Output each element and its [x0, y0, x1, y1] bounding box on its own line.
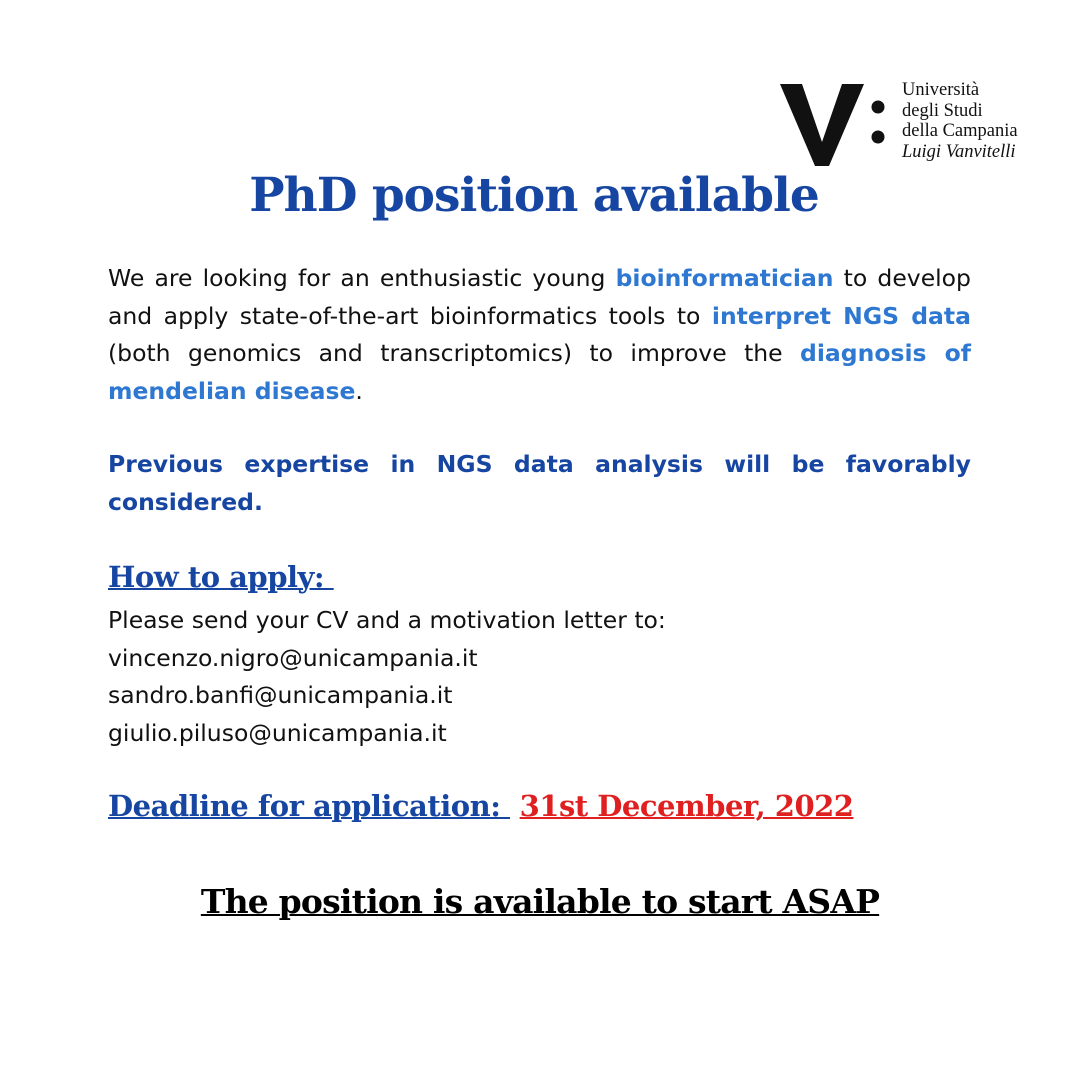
closing-statement: The position is available to start ASAP: [200, 882, 880, 921]
email-address[interactable]: vincenzo.nigro@unicampania.it: [108, 643, 478, 672]
intro-text: to develop and apply state-of-the-art bioinformatics tools to: [108, 264, 971, 330]
intro-text: .: [355, 376, 363, 405]
contact-block: [108, 602, 666, 752]
intro-paragraph: [108, 260, 971, 410]
email-address[interactable]: sandro.banfi@unicampania.it: [108, 681, 453, 709]
deadline-label: Deadline for application:: [108, 789, 510, 823]
apply-instruction: Please send your CV and a motivation letter to:: [108, 606, 666, 634]
expertise-paragraph: Previous expertise in NGS data analysis will be favorably considered.: [108, 450, 971, 516]
highlight-bioinformatician: bioinformatician: [615, 264, 834, 292]
logo-line: Università: [902, 80, 980, 100]
email-address[interactable]: giulio.piluso@unicampania.it: [108, 718, 447, 747]
logo-line: della Campania: [902, 121, 1018, 141]
deadline-date: 31st December, 2022: [519, 789, 854, 823]
logo-line: Luigi Vanvitelli: [902, 141, 1016, 162]
highlight-diagnosis: diagnosis of mendelian disease: [108, 339, 971, 405]
intro-text: We are looking for an enthusiastic young: [108, 264, 616, 292]
page-title: PhD position available: [249, 168, 819, 223]
logo-text: [902, 80, 1018, 162]
intro-text: (both genomics and transcriptomics) to improve the: [108, 339, 801, 367]
logo-line: degli Studi: [902, 100, 983, 121]
deadline-line: [108, 789, 853, 823]
university-logo: [780, 80, 1050, 170]
logo-v-mark-icon: [780, 80, 890, 170]
how-to-apply-heading: How to apply:: [108, 560, 334, 594]
highlight-ngs-data: interpret NGS data: [711, 301, 971, 330]
